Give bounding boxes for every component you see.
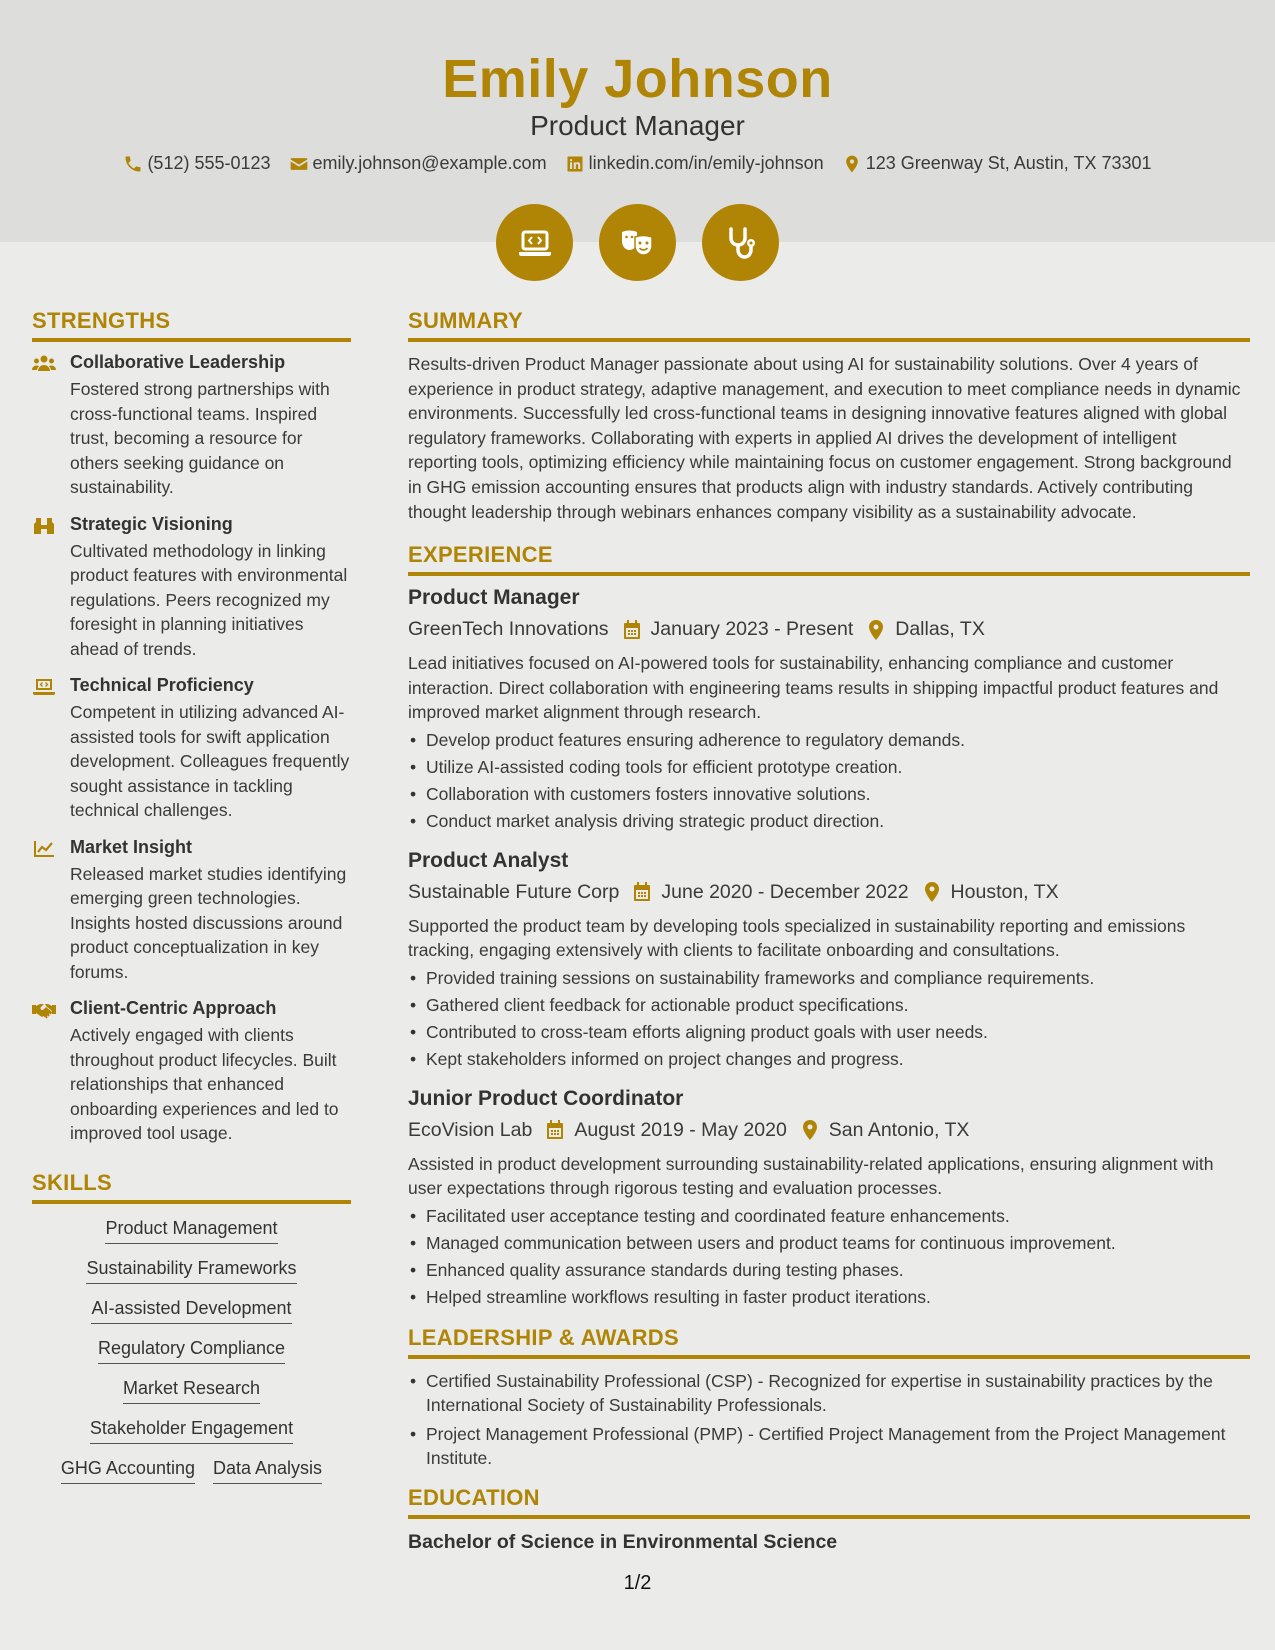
- awards-list: [408, 1369, 1250, 1471]
- job-entry: [408, 586, 1250, 835]
- award-item: • Certified Sustainability Professional (CSP) - Recognized for expertise in sustainability practices by the International Society of Sustainability Professionals.: [408, 1369, 1250, 1418]
- job-bullet: • Contributed to cross-team efforts aligning product goals with user needs.: [408, 1019, 1250, 1046]
- experience-heading: EXPERIENCE: [408, 542, 1250, 576]
- job-location: San Antonio, TX: [828, 1118, 970, 1141]
- phone-icon: [123, 154, 143, 174]
- calendar-icon: [546, 1120, 564, 1140]
- calendar-icon: [633, 882, 651, 902]
- skill-tag: Stakeholder Engagement: [90, 1418, 293, 1444]
- job-location: Dallas, TX: [895, 618, 985, 641]
- job-bullets: [408, 1203, 1250, 1311]
- strength-text: Competent in utilizing advanced AI-assisted tools for swift application development. Colleagues frequently sought assistance in tackling technical challenges.: [70, 702, 350, 820]
- job-bullet: • Managed communication between users and product teams for continuous improvement.: [408, 1230, 1250, 1257]
- users-icon: [32, 354, 56, 374]
- skill-tag: Regulatory Compliance: [98, 1338, 285, 1364]
- job-bullet: • Gathered client feedback for actionable product specifications.: [408, 992, 1250, 1019]
- job-bullet: • Collaboration with customers fosters innovative solutions.: [408, 781, 1250, 808]
- strength-item: [32, 837, 351, 985]
- strength-title: Market Insight: [70, 836, 193, 857]
- education-heading: EDUCATION: [408, 1485, 1250, 1519]
- left-column: [32, 308, 351, 1486]
- strength-title: Strategic Visioning: [70, 513, 233, 534]
- location-icon: [842, 154, 862, 174]
- job-bullets: [408, 727, 1250, 835]
- contact-linkedin: [565, 153, 824, 174]
- job-bullets: [408, 965, 1250, 1073]
- strength-title: Client-Centric Approach: [70, 998, 277, 1018]
- skill-tag: GHG Accounting: [61, 1458, 195, 1484]
- address-text: 123 Greenway St, Austin, TX 73301: [865, 153, 1152, 173]
- job-bullet: • Helped streamline workflows resulting in faster product iterations.: [408, 1284, 1250, 1311]
- strength-item: [32, 675, 351, 823]
- job-description: Supported the product team by developing tools specialized in sustainability reporting and emissions tracking, engaging extensively with clients to facilitate onboarding and consultations.: [408, 915, 1186, 961]
- job-dates: January 2023 - Present: [650, 618, 854, 641]
- job-dates: August 2019 - May 2020: [574, 1118, 787, 1141]
- award-item: • Project Management Professional (PMP) - Certified Project Management from the Project Management Institute.: [408, 1422, 1250, 1471]
- location-icon: [867, 620, 885, 640]
- strengths-heading: STRENGTHS: [32, 308, 351, 342]
- skills-section: [32, 1170, 351, 1484]
- job-bullet: • Kept stakeholders informed on project changes and progress.: [408, 1046, 1250, 1073]
- job-company: Sustainable Future Corp: [408, 880, 620, 903]
- job-company: GreenTech Innovations: [408, 618, 609, 641]
- job-location: Houston, TX: [950, 880, 1059, 903]
- strength-text: Actively engaged with clients throughout product lifecycles. Built relationships that enhanced onboarding experiences and led to improved tool usage.: [70, 1025, 339, 1143]
- masks-badge: [599, 204, 676, 281]
- stethoscope-badge: [702, 204, 779, 281]
- theater-masks-icon: [618, 223, 658, 263]
- strength-title: Technical Proficiency: [70, 675, 254, 695]
- job-bullet: • Develop product features ensuring adherence to regulatory demands.: [408, 727, 1250, 754]
- summary-heading: SUMMARY: [408, 308, 1250, 342]
- strength-text: Released market studies identifying emerging green technologies. Insights hosted discussions around product conceptualization in key forums.: [70, 863, 347, 982]
- job-description: Assisted in product development surrounding sustainability-related applications, ensuring alignment with user expectations through rigorous testing and evaluation processes.: [408, 1153, 1214, 1199]
- contact-address: [842, 153, 1152, 174]
- job-description: Lead initiatives focused on AI-powered tools for sustainability, enhancing compliance and customer interaction. Direct collaboration with engineering teams results in shipping impactful product features and improved market alignment through research.: [408, 653, 1219, 723]
- strength-text: Fostered strong partnerships with cross-functional teams. Inspired trust, becoming a resource for others seeking guidance on sustainability.: [70, 379, 330, 497]
- hobby-badges: [0, 204, 1275, 281]
- job-meta: [408, 1119, 1250, 1142]
- job-bullet: • Utilize AI-assisted coding tools for efficient prototype creation.: [408, 754, 1250, 781]
- skill-tag: Data Analysis: [213, 1458, 322, 1484]
- page-number: 1/2: [623, 1572, 652, 1594]
- laptop-code-icon: [515, 223, 555, 263]
- job-bullet: • Conduct market analysis driving strategic product direction.: [408, 808, 1250, 835]
- phone-text: (512) 555-0123: [147, 153, 271, 173]
- job-company: EcoVision Lab: [408, 1118, 533, 1141]
- calendar-icon: [623, 620, 641, 640]
- right-column: [408, 308, 1250, 1554]
- job-dates: June 2020 - December 2022: [661, 880, 909, 903]
- name: Emily Johnson: [442, 49, 833, 109]
- skill-tag: Product Management: [105, 1218, 277, 1244]
- binoculars-icon: [32, 516, 56, 536]
- contact-email: [289, 153, 547, 174]
- email-icon: [289, 154, 309, 174]
- job-entry: [408, 849, 1250, 1073]
- email-text: emily.johnson@example.com: [312, 153, 547, 173]
- strength-item: [32, 514, 351, 662]
- contact-phone: [123, 153, 270, 174]
- stethoscope-icon: [721, 223, 761, 263]
- job-bullet: • Facilitated user acceptance testing and coordinated feature enhancements.: [408, 1203, 1250, 1230]
- job-meta: [408, 881, 1250, 904]
- skill-tag: AI-assisted Development: [91, 1298, 291, 1324]
- skill-tag: Sustainability Frameworks: [86, 1258, 296, 1284]
- skills-heading: SKILLS: [32, 1170, 351, 1204]
- skill-tag: Market Research: [123, 1378, 260, 1404]
- linkedin-text: linkedin.com/in/emily-johnson: [588, 153, 824, 173]
- handshake-icon: [32, 1000, 56, 1020]
- location-icon: [923, 882, 941, 902]
- strength-text: Cultivated methodology in linking product features with environmental regulations. Peers recognized my foresight in planning initiatives ahead of trends.: [70, 540, 348, 659]
- laptop-code-icon: [32, 677, 56, 697]
- linkedin-icon: [565, 154, 585, 174]
- job-bullet: • Provided training sessions on sustainability frameworks and compliance requirements.: [408, 965, 1250, 992]
- summary-text: Results-driven Product Manager passionate about using AI for sustainability solutions. Over 4 years of experience in product strategy, adaptive management, and execution to meet compliance needs in dynamic environments. Successfully led cross-functional teams in designing innovative features aligned with global regulatory frameworks. Collaborating with experts in applied AI drives the development of intelligent reporting tools, optimizing efficiency while maintaining focus on customer engagement. Strong background in GHG emission accounting ensures that products align with industry standards. Actively contributing thought leadership through webinars enhances company visibility as a sustainability advocate.: [408, 354, 1241, 522]
- awards-heading: LEADERSHIP & AWARDS: [408, 1325, 1250, 1359]
- job-role: Product Manager: [408, 586, 580, 610]
- location-icon: [801, 1120, 819, 1140]
- laptop-code-badge: [496, 204, 573, 281]
- job-role: Junior Product Coordinator: [408, 1086, 684, 1110]
- job-role: Product Analyst: [408, 848, 569, 872]
- chart-line-icon: [32, 839, 56, 859]
- strength-title: Collaborative Leadership: [70, 352, 286, 372]
- job-bullet: • Enhanced quality assurance standards during testing phases.: [408, 1257, 1250, 1284]
- strength-item: [32, 998, 351, 1146]
- strength-item: [32, 352, 351, 500]
- job-meta: [408, 618, 1250, 641]
- job-title: Product Manager: [530, 110, 745, 141]
- job-entry: [408, 1087, 1250, 1311]
- education-degree: Bachelor of Science in Environmental Science: [408, 1530, 838, 1553]
- contact-bar: [0, 153, 1275, 174]
